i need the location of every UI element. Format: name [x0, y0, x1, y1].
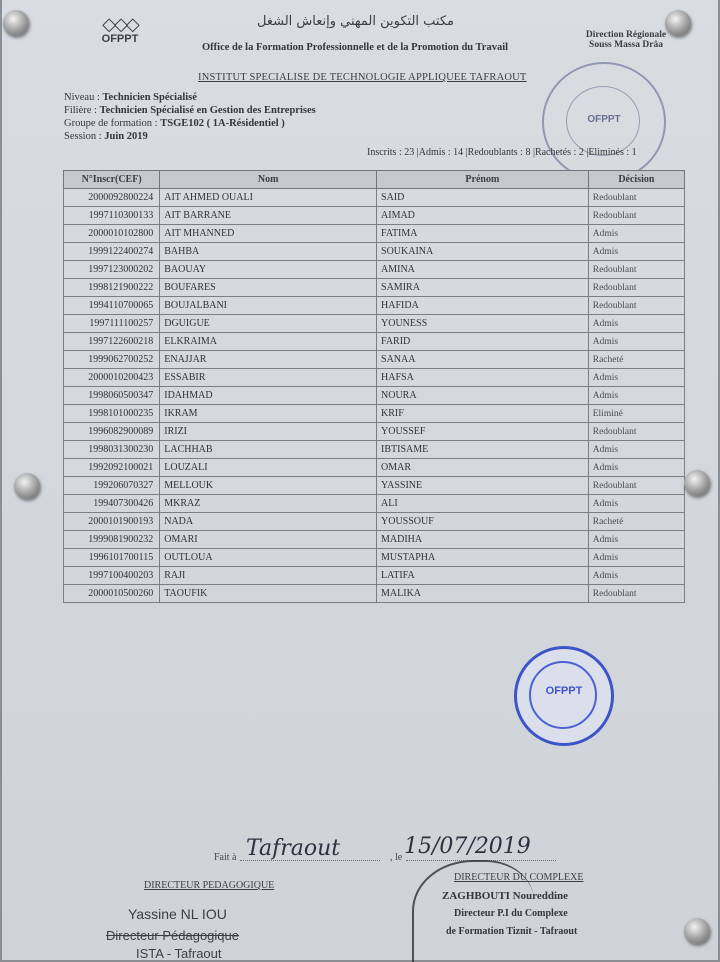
pushpin-icon — [665, 10, 691, 36]
cell-nom: BAHBA — [160, 243, 377, 261]
group-info — [64, 91, 316, 143]
header-cef: N°Inscr(CEF) — [64, 171, 160, 189]
pushpin-icon — [684, 918, 710, 944]
cell-prenom: YOUSSOUF — [377, 513, 589, 531]
cell-cef: 1998060500347 — [64, 387, 160, 405]
table-row — [64, 297, 685, 315]
cell-cef: 1992092100021 — [64, 459, 160, 477]
cell-decision: Redoublant — [588, 423, 684, 441]
cell-nom: RAJI — [160, 567, 377, 585]
cell-prenom: YASSINE — [377, 477, 589, 495]
cell-prenom: SAID — [377, 189, 589, 207]
cell-prenom: MUSTAPHA — [377, 549, 589, 567]
cell-prenom: YOUNESS — [377, 315, 589, 333]
document-page — [2, 0, 718, 960]
filiere-line — [64, 104, 316, 117]
official-stamp — [514, 646, 614, 746]
cell-decision: Admis — [588, 243, 684, 261]
cell-decision: Admis — [588, 369, 684, 387]
stamp-bottom-label: OFPPT — [545, 685, 583, 697]
cell-nom: LOUZALI — [160, 459, 377, 477]
cell-decision: Redoublant — [588, 279, 684, 297]
table-row — [64, 423, 685, 441]
cell-decision: Admis — [588, 387, 684, 405]
cell-prenom: MADIHA — [377, 531, 589, 549]
cell-cef: 1996082900089 — [64, 423, 160, 441]
cell-nom: MELLOUK — [160, 477, 377, 495]
table-row — [64, 207, 685, 225]
cell-prenom: FARID — [377, 333, 589, 351]
complexe-title: Directeur P.I du Complexe — [454, 908, 568, 919]
table-row — [64, 243, 685, 261]
cell-cef: 2000101900193 — [64, 513, 160, 531]
logo-text: OFPPT — [101, 33, 139, 45]
cell-decision: Admis — [588, 531, 684, 549]
cell-prenom: ALI — [377, 495, 589, 513]
cell-nom: BOUFARES — [160, 279, 377, 297]
pedago-org: ISTA - Tafraout — [136, 946, 222, 961]
cell-prenom: MALIKA — [377, 585, 589, 603]
header-decision: Décision — [588, 171, 684, 189]
cell-decision: Racheté — [588, 513, 684, 531]
place-dotline — [240, 860, 380, 861]
cell-decision: Admis — [588, 225, 684, 243]
cell-decision: Redoublant — [588, 207, 684, 225]
arabic-title: مكتب التكوين المهني وإنعاش الشغل — [257, 14, 454, 29]
cell-nom: IDAHMAD — [160, 387, 377, 405]
directeur-pedagogique-label: DIRECTEUR PEDAGOGIQUE — [144, 880, 275, 891]
cell-decision: Admis — [588, 495, 684, 513]
cell-decision: Redoublant — [588, 297, 684, 315]
table-row — [64, 279, 685, 297]
cell-prenom: SOUKAINA — [377, 243, 589, 261]
table-row — [64, 387, 685, 405]
cell-cef: 1997100400203 — [64, 567, 160, 585]
cell-nom: OMARI — [160, 531, 377, 549]
table-row — [64, 531, 685, 549]
directeur-complexe-label: DIRECTEUR DU COMPLEXE — [454, 872, 584, 883]
filiere-value: Technicien Spécialisé en Gestion des Entreprises — [99, 105, 316, 116]
results-table — [63, 170, 685, 603]
niveau-value: Technicien Spécialisé — [102, 92, 197, 103]
niveau-line — [64, 91, 316, 104]
cell-decision: Redoublant — [588, 585, 684, 603]
institut-title: INSTITUT SPECIALISE DE TECHNOLOGIE APPLIQUEE TAFRAOUT — [198, 72, 527, 83]
cell-nom: AIT MHANNED — [160, 225, 377, 243]
cell-nom: NADA — [160, 513, 377, 531]
groupe-value: TSGE102 ( 1A-Résidentiel ) — [160, 118, 285, 129]
cell-cef: 1997123000202 — [64, 261, 160, 279]
cell-prenom: YOUSSEF — [377, 423, 589, 441]
session-line — [64, 130, 316, 143]
session-value: Juin 2019 — [104, 131, 148, 142]
date-handwritten: 15/07/2019 — [404, 834, 531, 859]
header-prenom: Prénom — [377, 171, 589, 189]
cell-prenom: HAFIDA — [377, 297, 589, 315]
groupe-line — [64, 117, 316, 130]
table-row — [64, 495, 685, 513]
cell-decision: Eliminé — [588, 405, 684, 423]
table-header-row — [64, 171, 685, 189]
table-row — [64, 585, 685, 603]
fait-label: Fait à — [214, 852, 237, 863]
cell-nom: ENAJJAR — [160, 351, 377, 369]
ofppt-mark-icon: ◇◇◇ — [102, 14, 138, 35]
cell-cef: 1997122600218 — [64, 333, 160, 351]
table-row — [64, 567, 685, 585]
cell-decision: Redoublant — [588, 189, 684, 207]
table-row — [64, 513, 685, 531]
cell-nom: BAOUAY — [160, 261, 377, 279]
table-row — [64, 477, 685, 495]
cell-nom: AIT BARRANE — [160, 207, 377, 225]
cell-nom: IRIZI — [160, 423, 377, 441]
groupe-label: Groupe de formation : — [64, 118, 158, 129]
stamp-label: OFPPT — [587, 114, 621, 125]
cell-prenom: LATIFA — [377, 567, 589, 585]
cell-cef: 1998101000235 — [64, 405, 160, 423]
session-label: Session : — [64, 131, 102, 142]
table-row — [64, 189, 685, 207]
cell-nom: LACHHAB — [160, 441, 377, 459]
cell-cef: 199206070327 — [64, 477, 160, 495]
cell-nom: DGUIGUE — [160, 315, 377, 333]
cell-prenom: AIMAD — [377, 207, 589, 225]
cell-decision: Redoublant — [588, 261, 684, 279]
cell-cef: 1994110700065 — [64, 297, 160, 315]
cell-cef: 1997110300133 — [64, 207, 160, 225]
filiere-label: Filière : — [64, 105, 97, 116]
office-title: Office de la Formation Professionnelle et de la Promotion du Travail — [202, 42, 509, 53]
cell-cef: 199407300426 — [64, 495, 160, 513]
cell-prenom: NOURA — [377, 387, 589, 405]
cell-cef: 1998121900222 — [64, 279, 160, 297]
table-row — [64, 315, 685, 333]
cell-prenom: KRIF — [377, 405, 589, 423]
table-row — [64, 405, 685, 423]
complexe-name: ZAGHBOUTI Noureddine — [442, 890, 569, 902]
cell-prenom: OMAR — [377, 459, 589, 477]
cell-nom: IKRAM — [160, 405, 377, 423]
cell-prenom: IBTISAME — [377, 441, 589, 459]
cell-nom: OUTLOUA — [160, 549, 377, 567]
table-row — [64, 549, 685, 567]
cell-decision: Racheté — [588, 351, 684, 369]
cell-decision: Admis — [588, 315, 684, 333]
pushpin-icon — [14, 473, 40, 499]
cell-cef: 2000092800224 — [64, 189, 160, 207]
cell-cef: 1996101700115 — [64, 549, 160, 567]
cell-decision: Admis — [588, 549, 684, 567]
cell-nom: MKRAZ — [160, 495, 377, 513]
pushpin-icon — [684, 470, 710, 496]
cell-decision: Admis — [588, 441, 684, 459]
cell-nom: BOUJALBANI — [160, 297, 377, 315]
cell-prenom: HAFSA — [377, 369, 589, 387]
cell-cef: 2000010200423 — [64, 369, 160, 387]
pedago-name: Yassine NL IOU — [128, 906, 227, 922]
pedago-title: Directeur Pédagogique — [106, 928, 239, 943]
cell-decision: Redoublant — [588, 477, 684, 495]
complexe-org: de Formation Tiznit - Tafraout — [446, 926, 578, 937]
table-row — [64, 459, 685, 477]
table-row — [64, 225, 685, 243]
place-handwritten: Tafraout — [246, 836, 341, 861]
stats-summary: Inscrits : 23 |Admis : 14 |Redoublants : 8 |Rachetés : 2 |Eliminés : 1 — [367, 147, 637, 158]
cell-nom: ELKRAIMA — [160, 333, 377, 351]
cell-nom: TAOUFIK — [160, 585, 377, 603]
cell-cef: 2000010102800 — [64, 225, 160, 243]
niveau-label: Niveau : — [64, 92, 100, 103]
cell-cef: 1999081900232 — [64, 531, 160, 549]
le-label: , le — [390, 852, 403, 863]
ofppt-logo — [88, 14, 152, 45]
institut-stamp — [542, 62, 666, 182]
cell-prenom: FATIMA — [377, 225, 589, 243]
cell-cef: 2000010500260 — [64, 585, 160, 603]
cell-cef: 1999062700252 — [64, 351, 160, 369]
cell-cef: 1998031300230 — [64, 441, 160, 459]
header-nom: Nom — [160, 171, 377, 189]
direction-regionale: Direction Régionale Souss Massa Drâa — [585, 30, 667, 50]
cell-nom: ESSABIR — [160, 369, 377, 387]
table-row — [64, 351, 685, 369]
cell-prenom: SAMIRA — [377, 279, 589, 297]
cell-cef: 1997111100257 — [64, 315, 160, 333]
cell-prenom: AMINA — [377, 261, 589, 279]
table-row — [64, 441, 685, 459]
cell-decision: Admis — [588, 333, 684, 351]
cell-decision: Admis — [588, 459, 684, 477]
table-row — [64, 333, 685, 351]
cell-decision: Admis — [588, 567, 684, 585]
cell-cef: 1999122400274 — [64, 243, 160, 261]
cell-prenom: SANAA — [377, 351, 589, 369]
table-row — [64, 369, 685, 387]
cell-nom: AIT AHMED OUALI — [160, 189, 377, 207]
table-row — [64, 261, 685, 279]
pushpin-icon — [3, 10, 29, 36]
